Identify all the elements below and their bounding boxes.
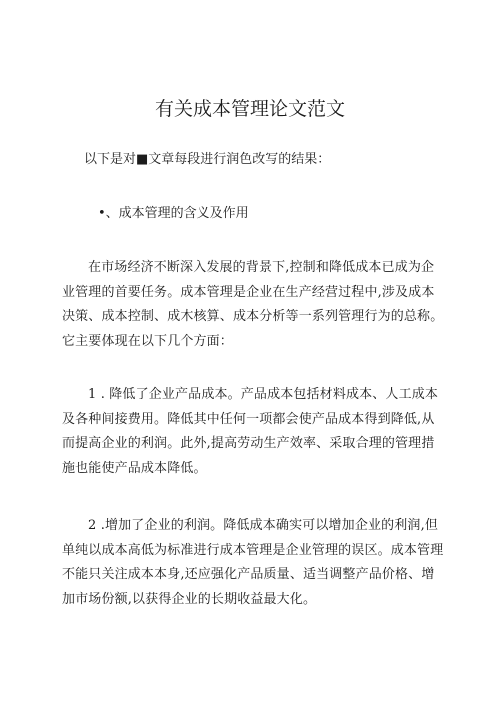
paragraph-reduce-product-cost: 1 . 降低了企业产品成本。产品成本包括材料成本、人工成本及各种间接费用。降低其中任何一项都会使产品成本得到降低,从而提高企业的利润。此外,提高劳动生产效率、采取合理的管理措施也能使产品成本降低。 <box>62 387 439 476</box>
intro-line: 以下是对■文章每段进行润色改写的结果： <box>84 152 331 167</box>
section-heading: •、成本管理的含义及作用 <box>98 206 249 221</box>
paragraph-cost-management-overview: 在市场经济不断深入发展的背景下,控制和降低成本已成为企业管理的首要任务。成本管理是企业在生产经营过程中,涉及成本决策、成本控制、成木核算、成本分析等一系列管理行为的总称。它主要体现在以下几个方面： <box>62 260 444 349</box>
paragraph-increase-profit: 2 .增加了企业的利润。降低成本确实可以增加企业的利润,但单纯以成本高低为标准进行成本管理是企业管理的误区。成本管理不能只关注成本本身,还应强化产品质量、适当调整产品价格、增加市场份额,以获得企业的长期收益最大化。 <box>62 518 444 607</box>
document-title: 有关成本管理论文范文 <box>154 98 345 120</box>
